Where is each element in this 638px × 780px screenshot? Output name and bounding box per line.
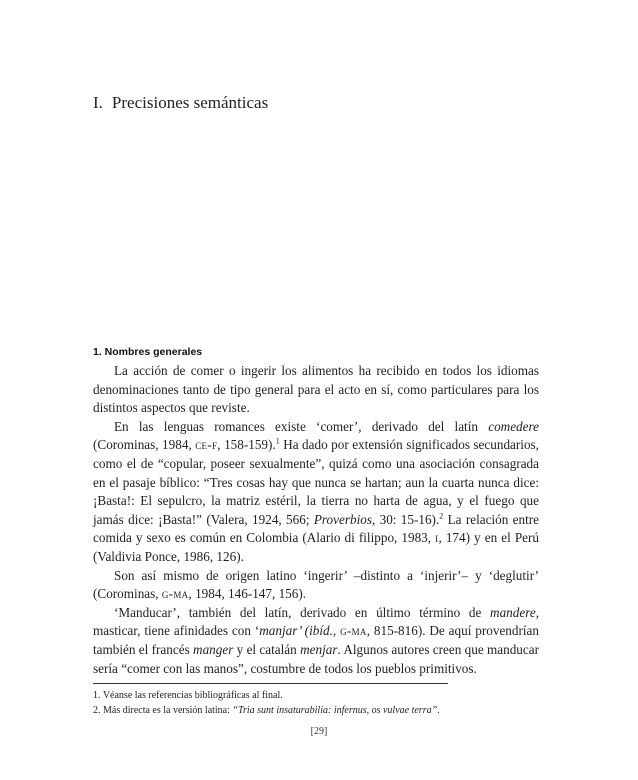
text-run: , 815-816). De aquí provendrían también el francés: [93, 623, 539, 657]
footnote-text: Más directa es la versión latina:: [103, 705, 233, 716]
footnote-quote: “Tria sunt insaturabilia: infernus, os vulvae terra”: [232, 705, 438, 716]
italic-run: manger: [193, 641, 234, 657]
text-run: , 1984, 146-147, 156).: [188, 586, 307, 602]
text-run: , 30: 15-16).: [371, 511, 440, 527]
text-run: La acción de comer o ingerir los alimentos ha recibido en todos los idiomas denominaciones tanto de tipo general para el acto en sí, como particulares para los distintos aspectos que reviste.: [93, 363, 539, 416]
text-run: (Corominas, 1984,: [93, 437, 196, 453]
italic-run: menjar: [300, 641, 338, 657]
footnote-rule: [93, 683, 448, 684]
footnote-number: 2.: [93, 705, 101, 716]
small-caps-run: g-ma: [161, 586, 189, 602]
text-run: La relación entre comida y sexo es común en Colombia (Alario di filippo, 1983,: [93, 511, 539, 546]
chapter-heading: [93, 93, 268, 113]
paragraph: [93, 418, 539, 567]
footnote-text-end: .: [437, 705, 440, 716]
chapter-number: I.: [93, 93, 103, 112]
text-run: Son así mismo de origen latino ‘ingerir’ –distinto a ‘injerir’– y ‘deglutir’ (Corominas,: [93, 567, 539, 602]
body-text: [93, 362, 539, 678]
text-run: . Algunos autores creen que manducar sería “comer con las manos”, costumbre de todos los pueblos primitivos.: [93, 641, 540, 676]
footnote: [93, 703, 539, 718]
small-caps-run: ce-f: [195, 437, 218, 453]
text-run: Ha dado por extensión significados secundarios, como el de “copular, poseer sexualmente”, quizá como una asociación consagrada en el pasaje bíblico: “Tres cosas hay que nunca se hartan; aun la cuarta nunca dice: ¡Basta!: El sepulcro, la matriz estéril, la tierra no harta de agua, y el fuego que jamás dice: ¡Basta!” (Valera, 1924, 566;: [93, 437, 539, 527]
text-run: , 158-159).: [217, 437, 276, 453]
page-number: [29]: [310, 726, 328, 737]
paragraph: [93, 604, 539, 678]
footnote-text: Véanse las referencias bibliográficas al final.: [102, 690, 283, 701]
text-run: , 174) y en el Perú (Valdivia Ponce, 1986, 126).: [93, 530, 539, 564]
small-caps-run: g-ma: [340, 623, 367, 639]
text-run: En las lenguas romances existe ‘comer’, derivado del latín: [114, 418, 489, 434]
footnote-number: 1.: [93, 690, 101, 701]
text-run: ‘Manducar’, también del latín, derivado en último término de: [114, 604, 491, 620]
chapter-title: Precisiones semánticas: [111, 93, 269, 112]
section-heading: 1. Nombres generales: [93, 346, 203, 358]
italic-run: mandere,: [490, 604, 539, 620]
footnote-ref: 1: [275, 436, 280, 446]
paragraph: [93, 567, 539, 604]
footnote-ref: 2: [439, 511, 444, 521]
text-run: y el catalán: [233, 641, 301, 657]
italic-run: comedere: [488, 418, 539, 434]
text-run: masticar, tiene afinidades con ‘: [93, 623, 260, 639]
footnote: [93, 688, 539, 703]
footnotes: [93, 688, 539, 718]
italic-run: Proverbios: [313, 511, 372, 527]
small-caps-run: i: [435, 530, 439, 546]
italic-run: manjar’ (ibíd.,: [259, 623, 337, 639]
paragraph: [93, 362, 539, 418]
